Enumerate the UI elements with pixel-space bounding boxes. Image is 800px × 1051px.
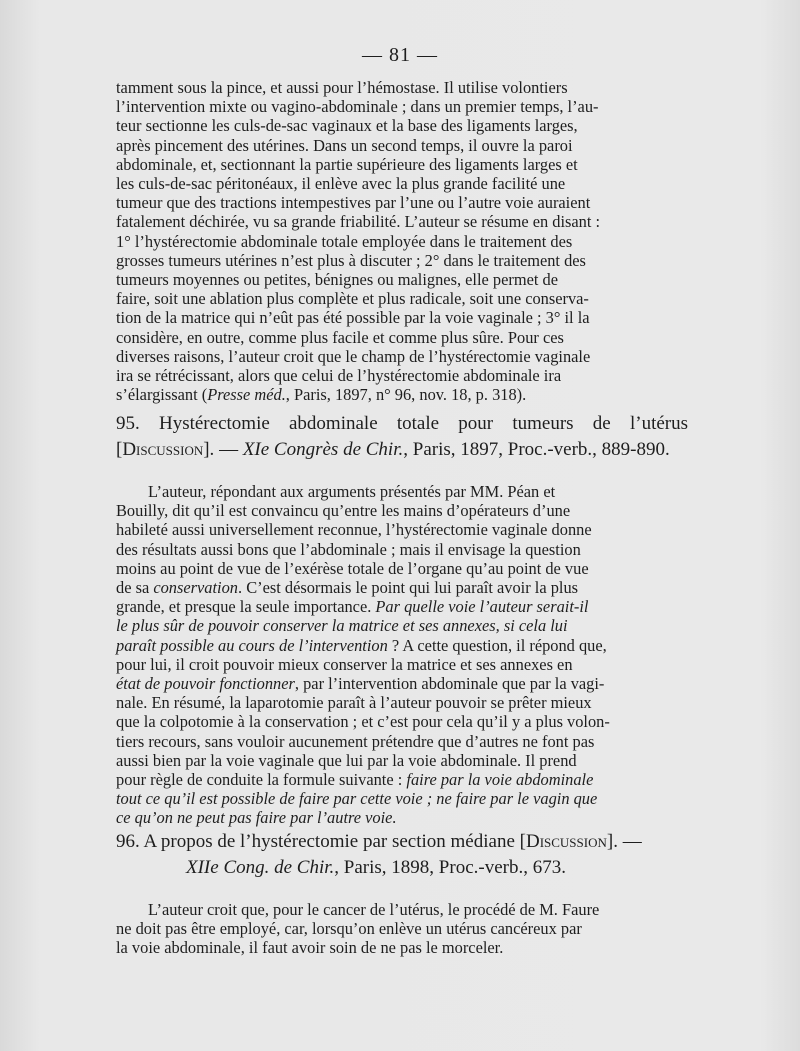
text-run: s’élargissant ( bbox=[116, 385, 208, 405]
text-line: les culs-de-sac péritonéaux, il enlève avec la plus grande facilité une bbox=[116, 174, 566, 194]
text-line: diverses raisons, l’auteur croit que le champ de l’hystérectomie vaginale bbox=[116, 346, 591, 366]
text-line: nale. En résumé, la laparotomie paraît à l’auteur pouvoir se prêter mieux bbox=[116, 693, 592, 713]
text-line bbox=[116, 636, 688, 655]
text-line: ne doit pas être employé, car, lorsqu’on enlève un utérus cancéreux par bbox=[116, 919, 582, 939]
emphasis: faire par la voie abdominale bbox=[406, 770, 594, 790]
text-line: ira se rétrécissant, alors que celui de l’hystérectomie abdominale ira bbox=[116, 366, 562, 386]
citation: , Paris, 1897, Proc.-verb., 889-890. bbox=[403, 439, 670, 460]
text-line: tumeur que des tractions intempestives par l’une ou l’autre voie auraient bbox=[116, 193, 591, 213]
emphasis: tout ce qu’il est possible de faire par cette voie ; ne faire par le vagin que bbox=[116, 789, 598, 809]
entry-title: Hystérectomie abdominale totale pour tumeurs de l’utérus [ bbox=[116, 413, 689, 460]
congress-name: XIIe Cong. de Chir. bbox=[186, 857, 335, 878]
text-line bbox=[116, 789, 688, 808]
text-run: . C’est désormais le point qui lui paraît avoir la plus bbox=[238, 578, 579, 598]
citation: , Paris, 1898, Proc.-verb., 673. bbox=[334, 857, 566, 878]
text-line: fatalement déchirée, vu sa grande friabilité. L’auteur se résume en disant : bbox=[116, 212, 601, 232]
text-line: considère, en outre, comme plus facile et comme plus sûre. Pour ces bbox=[116, 327, 564, 347]
text-line: habileté aussi universellement reconnue, l’hystérectomie vaginale donne bbox=[116, 520, 592, 540]
text-line: des résultats aussi bons que l’abdominale ; mais il envisage la question bbox=[116, 539, 581, 559]
text-line: tion de la matrice qui n’eût pas été possible par la voie vaginale ; 3° il la bbox=[116, 308, 590, 328]
emphasis: Par quelle voie l’auteur serait-il bbox=[375, 597, 589, 617]
text-line-last bbox=[116, 385, 688, 404]
entry-number: 95. bbox=[116, 413, 140, 434]
paragraph-entry-96 bbox=[116, 900, 688, 958]
text-line: tamment sous la pince, et aussi pour l’hémostase. Il utilise volontiers bbox=[116, 78, 568, 97]
journal-citation: Presse méd. bbox=[207, 385, 286, 405]
text-line: que la colpotomie à la conservation ; et c’est pour cela qu’il y a plus volon- bbox=[116, 712, 610, 732]
bracket-close: ]. bbox=[203, 439, 215, 460]
text-line-last bbox=[116, 808, 688, 827]
text-run: , par l’intervention abdominale que par la vagi- bbox=[294, 674, 605, 694]
text-line bbox=[116, 770, 688, 789]
discussion-label: Discussion bbox=[525, 831, 607, 852]
text-line: moins au point de vue de l’exérèse totale de l’organe qu’au point de vue bbox=[116, 558, 589, 578]
entry-number: 96. bbox=[116, 831, 140, 852]
text-run: de sa bbox=[116, 578, 154, 598]
text-run: ? A cette question, il répond que, bbox=[387, 635, 607, 655]
text-run: pour règle de conduite la formule suivante : bbox=[116, 770, 407, 790]
text-line: L’auteur, répondant aux arguments présentés par MM. Péan et bbox=[148, 482, 556, 501]
text-line: faire, soit une ablation plus complète et plus radicale, soit une conserva- bbox=[116, 289, 589, 309]
page-number: — 81 — bbox=[362, 44, 438, 66]
text-line bbox=[116, 674, 688, 693]
text-line: Bouilly, dit qu’il est convaincu qu’entre les mains d’opérateurs d’une bbox=[116, 501, 571, 521]
emphasis: ce qu’on ne peut pas faire par l’autre voie. bbox=[116, 808, 397, 828]
discussion-label: Discussion bbox=[122, 439, 204, 460]
text-run: grande, et presque la seule importance. bbox=[116, 597, 376, 617]
text-line-last: la voie abdominale, il faut avoir soin de ne pas le morceler. bbox=[116, 938, 504, 958]
dash: — bbox=[622, 831, 642, 852]
text-line bbox=[116, 578, 688, 597]
text-line bbox=[116, 597, 688, 616]
text-line: aussi bien par la voie vaginale que lui par la voie abdominale. Il prend bbox=[116, 750, 577, 770]
heading-line bbox=[116, 855, 566, 881]
text-line: tiers recours, sans vouloir aucunement prétendre que d’autres ne font pas bbox=[116, 731, 595, 751]
text-line: grosses tumeurs utérines n’est plus à discuter ; 2° dans le traitement des bbox=[116, 250, 586, 270]
text-line: tumeurs moyennes ou petites, bénignes ou malignes, elle permet de bbox=[116, 270, 558, 290]
heading-line bbox=[116, 829, 688, 855]
text-line: abdominale, et, sectionnant la partie supérieure des ligaments larges et bbox=[116, 154, 578, 174]
emphasis: état de pouvoir fonctionner bbox=[116, 674, 295, 694]
text-line: après pincement des utérines. Dans un second temps, il ouvre la paroi bbox=[116, 135, 573, 155]
congress-name: XIe Congrès de Chir. bbox=[242, 439, 404, 460]
text-line: teur sectionne les culs-de-sac vaginaux et la base des ligaments larges, bbox=[116, 116, 578, 136]
emphasis: paraît possible au cours de l’intervention bbox=[116, 635, 388, 655]
paragraph-entry-95 bbox=[116, 482, 688, 828]
text-line: l’intervention mixte ou vagino-abdominale ; dans un premier temps, l’au- bbox=[116, 97, 599, 117]
entry-95-heading bbox=[116, 411, 688, 463]
text-line: pour lui, il croit pouvoir mieux conserver la matrice et ses annexes en bbox=[116, 654, 573, 674]
emphasis: conservation bbox=[153, 578, 238, 598]
entry-title: A propos de l’hystérectomie par section médiane [ bbox=[143, 831, 526, 852]
bracket-close: ]. bbox=[606, 831, 618, 852]
text-line: 1° l’hystérectomie abdominale totale employée dans le traitement des bbox=[116, 231, 573, 251]
text-line bbox=[116, 616, 688, 635]
text-line: L’auteur croit que, pour le cancer de l’utérus, le procédé de M. Faure bbox=[148, 900, 600, 919]
text-run: , Paris, 1897, n° 96, nov. 18, p. 318). bbox=[285, 385, 527, 405]
emphasis: le plus sûr de pouvoir conserver la matrice et ses annexes, si cela lui bbox=[116, 616, 568, 636]
dash: — bbox=[219, 439, 239, 460]
paragraph-continuation bbox=[116, 78, 688, 404]
entry-96-heading bbox=[116, 829, 688, 881]
